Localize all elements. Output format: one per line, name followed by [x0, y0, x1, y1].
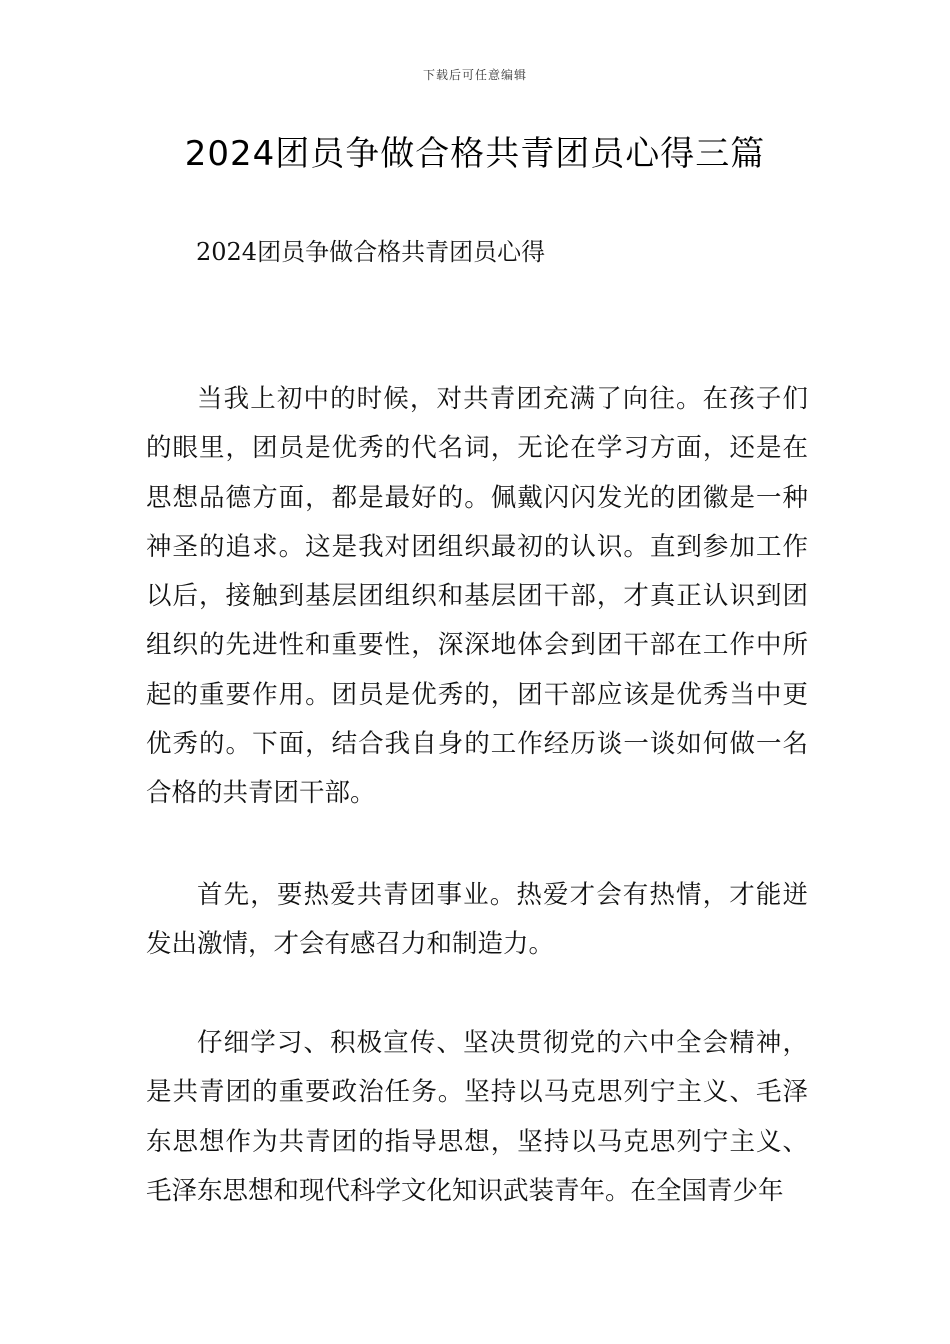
paragraph: 仔细学习、积极宣传、坚决贯彻党的六中全会精神，是共青团的重要政治任务。坚持以马克思列宁主义、毛泽东思想作为共青团的指导思想，坚持以马克思列宁主义、毛泽东思想和现代科学文化知识武装青年。在全国青少年 — [146, 1028, 808, 1206]
document-title: 2024团员争做合格共青团员心得三篇 — [184, 134, 766, 174]
paragraph: 首先，要热爱共青团事业。热爱才会有热情，才能迸发出激情，才会有感召力和制造力。 — [146, 880, 808, 960]
document-subtitle: 2024团员争做合格共青团员心得 — [196, 238, 546, 266]
header-note: 下载后可任意编辑 — [422, 68, 527, 82]
paragraph: 当我上初中的时候，对共青团充满了向往。在孩子们的眼里，团员是优秀的代名词，无论在学习方面，还是在思想品德方面，都是最好的。佩戴闪闪发光的团徽是一种神圣的追求。这是我对团组织最初的认识。直到参加工作以后，接触到基层团组织和基层团干部，才真正认识到团组织的先进性和重要性，深深地体会到团干部在工作中所起的重要作用。团员是优秀的，团干部应该是优秀当中更优秀的。下面，结合我自身的工作经历谈一谈如何做一名合格的共青团干部。 — [146, 384, 808, 809]
